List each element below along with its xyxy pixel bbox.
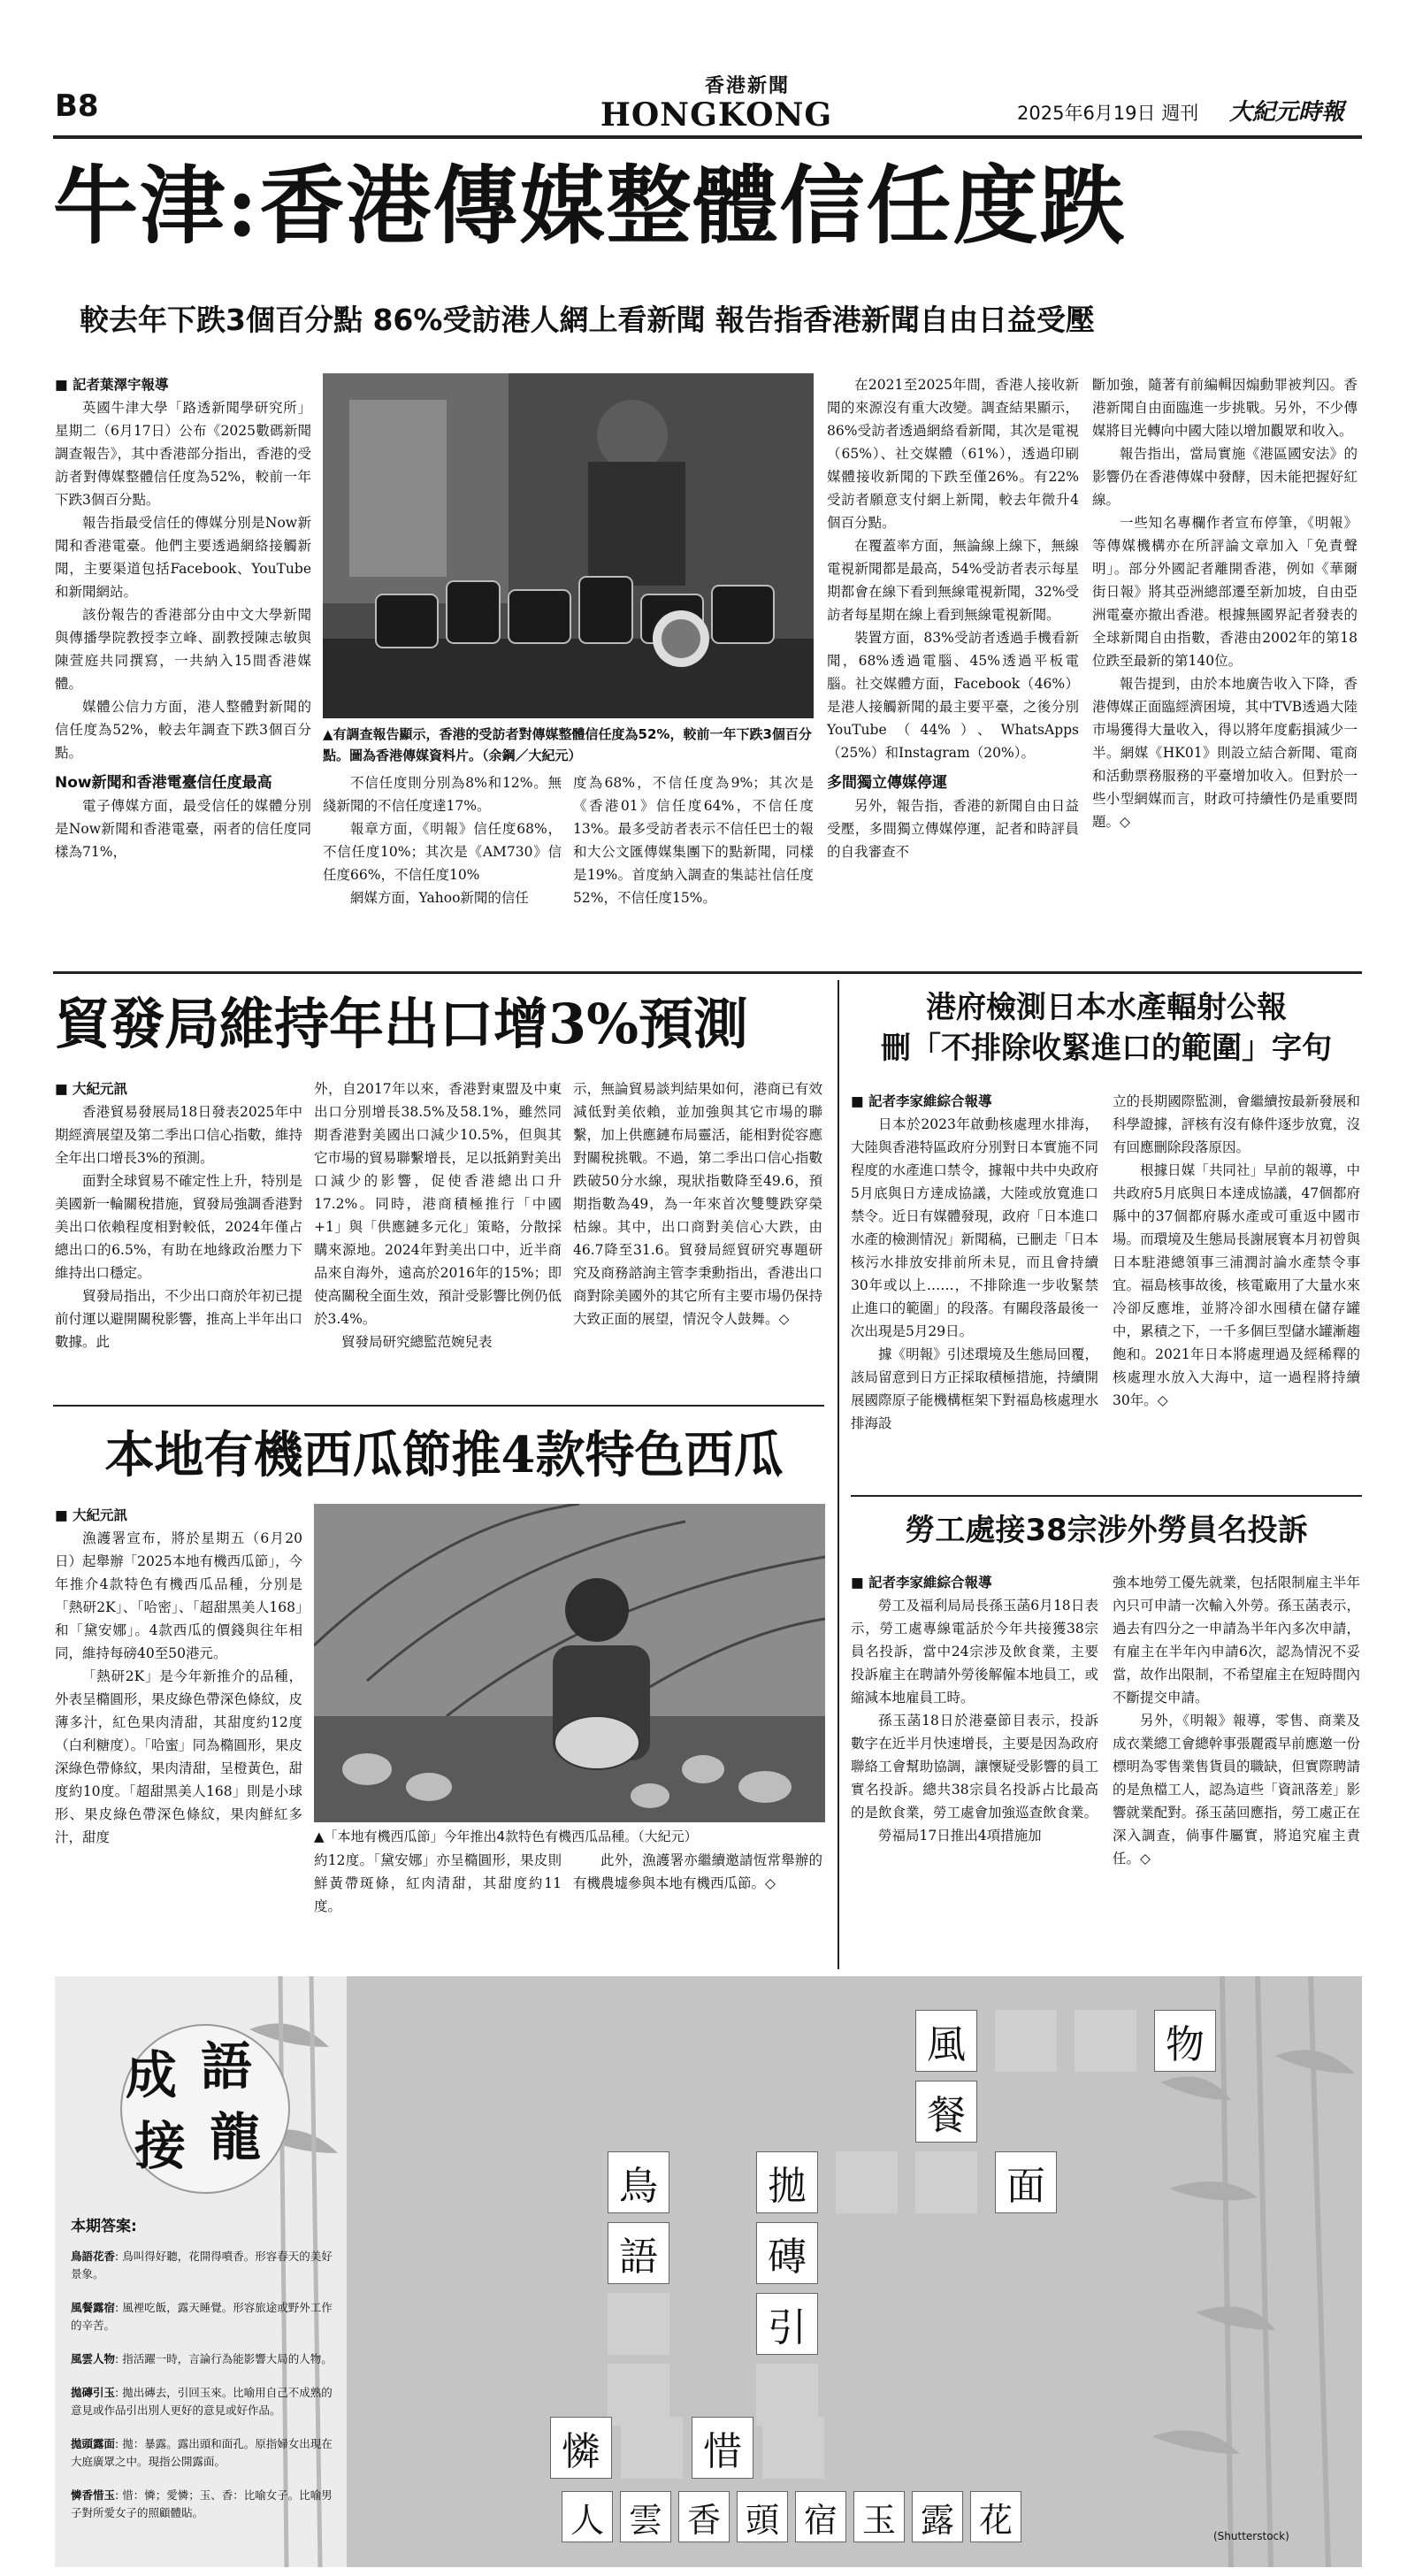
- choice-char[interactable]: 人: [562, 2491, 613, 2542]
- grid-cell: 面: [995, 2151, 1057, 2213]
- tdc-paragraph: 示，無論貿易談判結果如何，港商已有效減低對美依賴，並加強與其它市場的聯繫，加上供應鏈布局靈活，能相對從容應對關稅挑戰。不過，第二季出口信心指數跌破50分水線，現狀指數降至49.6，預期指數為49，為一年來首次雙雙跌穿榮枯線。其中，出口商對美信心大跌，由46.7降至31.6。貿發局經貿研究專題研究及商務諮詢主管李秉勳指出，香港出口商對除美國外的其它所有主要市場仍保持大致正面的展望，情況令人鼓舞。◇: [573, 1081, 822, 1327]
- melon-photo: [314, 1504, 825, 1822]
- answer-term: 風雲人物: [71, 2352, 116, 2365]
- tdc-paragraph: 貿發局指出，不少出口商於年初已提前付運以避開關稅影響，推高上半年出口數據。此: [55, 1288, 302, 1350]
- answer-term: 憐香惜玉: [71, 2488, 116, 2502]
- lead-paragraph: 電子傳媒方面，最受信任的媒體分別是Now新聞和香港電臺，兩者的信任度同樣為71%，: [55, 798, 311, 860]
- japan-paragraph: 根據日媒「共同社」早前的報導，中共政府5月底與日本達成協議，47個都府縣中的37個都府縣水產或可重返中國市場。而環境及生態局長謝展寰本月初曾與日本駐港總領事三浦潤討論水產禁令事宜。福島核事故後，核電廠用了大量水來冷卻反應堆，並將冷卻水囤積在儲存罐中，累積之下，一千多個巨型儲水罐漸趨飽和。2021年日本將處理過及經稀釋的核處理水放入大海中，這一過程將持續30年。◇: [1113, 1162, 1360, 1408]
- answer-desc: 拋：暴露。露出頭和面孔。原指婦女出現在大庭廣眾之中。現指公開露面。: [71, 2437, 333, 2468]
- lead-paragraph: 報告指出，當局實施《港區國安法》的影響仍在香港傳媒中發酵，因未能把握好紅線。: [1092, 446, 1358, 508]
- tdc-headline: 貿發局維持年出口增3%預測: [55, 992, 749, 1056]
- section-title-en: HONGKONG: [600, 96, 833, 134]
- japan-paragraph: 據《明報》引述環境及生態局回覆，該局留意到日方正採取積極措施，持續開展國際原子能機構框架下對福島核處理水排海設: [851, 1346, 1098, 1431]
- labour-paragraph: 強本地勞工優先就業，包括限制雇主半年內只可申請一次輸入外勞。孫玉菡表示，過去有四分之一申請為半年內多次申請，有雇主在半年內申請6次，認為情況不妥當，故作出限制，不希望雇主在短時間內不斷提交申請。: [1113, 1575, 1360, 1706]
- answer-desc: 風裡吃飯，露天睡覺。形容旅途或野外工作的辛苦。: [71, 2301, 333, 2332]
- idiom-answers: [71, 2213, 336, 2538]
- tdc-column-2: [314, 1077, 562, 1353]
- grid-blank-cell[interactable]: [762, 2417, 824, 2479]
- lead-paragraph: 報告提到，由於本地廣告收入下降，香港傳媒正面臨經濟困境，其中TVB透過大陸市場獲得大量收入，得以將年度虧損減少一半。網媒《HK01》則設立結合新聞、電商和活動票務服務的平臺增加收入。但對於一些小型網媒而言，財政可持續性仍是重要問題。◇: [1092, 676, 1358, 830]
- melon-paragraph: 漁護署宣布，將於星期五（6月20日）起舉辦「2025本地有機西瓜節」，今年推介4款特色有機西瓜品種，分別是「熱研2K」、「哈密」、「超甜黑美人168」和「黛安娜」。4款西瓜的價錢與往年相同，維持每磅40至50港元。: [55, 1530, 302, 1661]
- grid-cell: 餐: [915, 2081, 977, 2143]
- lead-paragraph: 一些知名專欄作者宣布停筆，《明報》等傳媒機構亦在所評論文章加入「免責聲明」。部分外國記者離開香港，例如《華爾街日報》將其亞洲總部遷至新加坡，自由亞洲電臺亦撤出香港。根據無國界記者發表的全球新聞自由指數，香港由2002年的第18位跌至最新的第140位。: [1092, 515, 1358, 669]
- lead-paragraph: 在覆蓋率方面，無論線上線下，無線電視新聞都是最高，54%受訪者表示每星期都會在線下看到無線電視新聞，32%受訪者每星期在線上看到無線電視新聞。: [827, 538, 1079, 623]
- grid-blank-cell[interactable]: [995, 2010, 1057, 2072]
- lead-photo-caption: ▲有調查報告顯示，香港的受訪者對傳媒整體信任度為52%，較前一年下跌3個百分點。圖為香港傳媒資料片。（余鋼／大紀元）: [323, 726, 812, 763]
- idiom-panel: [55, 1976, 1362, 2567]
- tdc-column-1: [55, 1077, 302, 1353]
- lead-paragraph: 另外，報告指，香港的新聞自由日益受壓，多間獨立傳媒停運，記者和時評員的自我審查不: [827, 798, 1079, 860]
- lead-paragraph: 報章方面，《明報》信任度68%，不信任度10%；其次是《AM730》信任度66%，不信任度10%: [323, 821, 562, 883]
- answer-item: 風雲人物: 指活躍一時，言論行為能影響大局的人物。: [71, 2352, 333, 2365]
- melon-column-1: [55, 1504, 302, 1849]
- image-credit: (Shutterstock): [1213, 2530, 1289, 2542]
- lead-subhead: 較去年下跌3個百分點 86%受訪港人網上看新聞 報告指香港新聞自由日益受壓: [80, 303, 1095, 337]
- choice-char[interactable]: 宿: [795, 2491, 846, 2542]
- lead-paragraph: 在2021至2025年間，香港人接收新聞的來源沒有重大改變。調查結果顯示，86%受訪者透過網絡看新聞，其次是電視（65%）、社交媒體（61%），透過印刷媒體接收新聞的下跌至僅26%。有22%受訪者願意支付網上新聞，較去年微升4個百分點。: [827, 377, 1079, 531]
- answer-term: 鳥語花香: [71, 2250, 116, 2263]
- melon-paragraph: 「熱研2K」是今年新推介的品種，外表呈橢圓形，果皮綠色帶深色條紋，皮薄多汁，紅色果肉清甜，其甜度約12度（白利糖度）。「哈蜜」同為橢圓形，果皮深綠色帶條紋，果肉清甜，呈橙黃色，甜度約10度。「超甜黑美人168」則是小球形、果皮綠色帶深色條紋，果肉鮮紅多汁，甜度: [55, 1668, 302, 1845]
- lead-paragraph: 斷加強，隨著有前編輯因煽動罪被判囚。香港新聞自由面臨進一步挑戰。另外，不少傳媒將目光轉向中國大陸以增加觀眾和收入。: [1092, 377, 1358, 439]
- choice-char[interactable]: 香: [678, 2491, 730, 2542]
- choice-char[interactable]: 玉: [853, 2491, 905, 2542]
- lead-subheading: 多間獨立傳媒停運: [827, 774, 947, 792]
- japan-column-1: [851, 1090, 1098, 1435]
- greenhouse-illustration: [314, 1504, 825, 1822]
- masthead-rule: [53, 135, 1362, 139]
- section-title: [584, 71, 849, 132]
- japan-headline-line1: 港府檢測日本水產輻射公報: [926, 990, 1287, 1025]
- labour-byline: ■ 記者李家維綜合報導: [851, 1571, 1098, 1594]
- lead-column-3: [573, 771, 814, 909]
- choice-char[interactable]: 雲: [620, 2491, 671, 2542]
- grid-cell: 磚: [756, 2222, 818, 2284]
- lead-byline: ■ 記者葉澤宇報導: [55, 373, 311, 396]
- choice-char[interactable]: 花: [970, 2491, 1021, 2542]
- melon-headline: 本地有機西瓜節推4款特色西瓜: [104, 1426, 784, 1484]
- lead-paragraph: 不信任度則分別為8%和12%。無綫新聞的不信任度達17%。: [323, 775, 562, 814]
- answer-term: 風餐露宿: [71, 2301, 116, 2314]
- answer-desc: 拋出磚去，引回玉來。比喻用自己不成熟的意見或作品引出別人更好的意見或好作品。: [71, 2386, 333, 2417]
- lead-paragraph: 媒體公信力方面，港人整體對新聞的信任度為52%，較去年調查下跌3個百分點。: [55, 699, 311, 761]
- japan-column-2: [1113, 1090, 1360, 1412]
- lead-paragraph: 該份報告的香港部分由中文大學新聞與傳播學院教授李立峰、副教授陳志敏與陳萱庭共同撰寫，一共納入15間香港媒體。: [55, 607, 311, 692]
- idiom-title: [126, 2025, 294, 2193]
- choice-char[interactable]: 露: [912, 2491, 963, 2542]
- tdc-paragraph: 香港貿易發展局18日發表2025年中期經濟展望及第二季出口信心指數，維持全年出口增長3%的預測。: [55, 1104, 302, 1166]
- lead-paragraph: 網媒方面，Yahoo新聞的信任: [350, 890, 529, 906]
- section-divider: [851, 1495, 1362, 1497]
- melon-column-2: [314, 1849, 562, 1918]
- grid-blank-cell[interactable]: [836, 2151, 898, 2213]
- lead-photo: [323, 373, 814, 718]
- choice-row: [562, 2491, 1110, 2542]
- grid-cell: 物: [1154, 2010, 1216, 2072]
- answer-item: 憐香惜玉: 惜：憐；愛憐；玉、香：比喻女子。比喻男子對所愛女子的照顧體貼。: [71, 2488, 333, 2519]
- grid-cell: 憐: [550, 2417, 612, 2479]
- lead-column-2: [323, 771, 562, 909]
- tdc-column-3: [573, 1077, 822, 1330]
- grid-cell: 語: [608, 2222, 669, 2284]
- labour-paragraph: 另外，《明報》報導，零售、商業及成衣業總工會總幹事張麗霞早前應邀一份標明為零售業售貨員的職缺，但實際聘請的是魚檔工人，認為這些「資訊落差」影響就業配對。孫玉菡回應指，勞工處正在深入調查，倘事件屬實，將追究雇主責任。◇: [1113, 1713, 1360, 1867]
- lead-paragraph: 度為68%，不信任度為9%；其次是《香港01》信任度64%，不信任度13%。最多受訪者表示不信任巴士的報和大公文匯傳媒集團下的點新聞，同樣是19%。首度納入調查的集誌社信任度52%，不信任度15%。: [573, 775, 814, 906]
- labour-headline: 勞工處接38宗涉外勞員名投訴: [905, 1513, 1308, 1548]
- vertical-divider: [838, 980, 839, 1969]
- grid-cell: 惜: [692, 2417, 753, 2479]
- melon-column-3: [573, 1849, 822, 1895]
- paper-name: 大紀元時報: [1229, 99, 1345, 126]
- melon-paragraph: 此外，漁護署亦繼續邀請恆常舉辦的有機農墟參與本地有機西瓜節。◇: [573, 1852, 822, 1891]
- japan-paragraph: 日本於2023年啟動核處理水排海，大陸與香港特區政府分別對日本實施不同程度的水產進口禁令，據報中共中央政府5月底與日方達成協議，大陸或放寬進口禁令。近日有媒體發現，政府「日本進口水產的檢測情況」新聞稿，已刪走「日本核污水排放安排前所未見，而且會持續30年或以上……，不排除進一步收緊禁止進口的範圍」的段落。有關段落最後一次出現是5月29日。: [851, 1116, 1098, 1339]
- labour-paragraph: 勞工及福利局局長孫玉菡6月18日表示，勞工處專線電話於今年共接獲38宗員名投訴，當中24宗涉及飲食業，主要投訴雇主在聘請外勞後解僱本地員工，或縮減本地雇員工時。: [851, 1598, 1098, 1706]
- section-title-cn: 香港新聞: [704, 75, 790, 97]
- lead-paragraph: 裝置方面，83%受訪者透過手機看新聞，68%透過電腦、45%透過平板電腦。社交媒體方面，Facebook（46%）是港人接觸新聞的最主要平臺，之後分別YouTube（44%）、WhatsApps（25%）和Instagram（20%）。: [827, 630, 1079, 761]
- labour-paragraph: 孫玉菡18日於港臺節目表示，投訴數字在近半月快速增長，主要是因為政府聯絡工會幫助協調，讓懷疑受影響的員工實名投訴。總共38宗員名投訴占比最高的是飲食業，勞工處會加強巡查飲食業。: [851, 1713, 1098, 1821]
- grid-cell: 風: [915, 2010, 977, 2072]
- lead-paragraph: 報告指最受信任的傳媒分別是Now新聞和香港電臺。他們主要透過網絡接觸新聞，主要渠道包括Facebook、YouTube和新聞網站。: [55, 515, 311, 600]
- answer-term: 拋頭露面: [71, 2437, 116, 2450]
- lead-paragraph: 英國牛津大學「路透新聞學研究所」星期二（6月17日）公布《2025數碼新聞調查報告》，其中香港部分指出，香港的受訪者對傳媒整體信任度為52%，較前一年下跌3個百分點。: [55, 400, 311, 508]
- labour-column-2: [1113, 1571, 1360, 1870]
- japan-headline-line2: 刪「不排除收緊進口的範圍」字句: [881, 1031, 1332, 1066]
- japan-headline: [851, 987, 1362, 1069]
- answer-item: 風餐露宿: 風裡吃飯，露天睡覺。形容旅途或野外工作的辛苦。: [71, 2301, 333, 2332]
- choice-char[interactable]: 頭: [737, 2491, 788, 2542]
- answer-item: 鳥語花香: 鳥叫得好聽，花開得噴香。形容春天的美好景象。: [71, 2250, 333, 2281]
- grid-blank-cell[interactable]: [621, 2417, 683, 2479]
- tdc-byline: ■ 大紀元訊: [55, 1077, 302, 1100]
- issue-date: 2025年6月19日 週刊: [1017, 103, 1199, 124]
- lead-column-1: [55, 373, 311, 863]
- tdc-paragraph: 外，自2017年以來，香港對東盟及中東出口分別增長38.5%及58.1%，雖然同期香港對美國出口減少10.5%，但與其它市場的貿易聯繫增長，足以抵銷對美出口減少的影響，促使香港總出口升17.2%。同時，港商積極推行「中國+1」與「供應鏈多元化」策略，分散採購來源地。2024年對美出口中，近半商品來自海外，遠高於2016年的15%；即使高關稅全面生效，預計受影響比例仍低於3.4%。: [314, 1081, 562, 1327]
- section-divider: [53, 1405, 824, 1407]
- page-number: B8: [55, 88, 99, 124]
- japan-paragraph: 立的長期國際監測，會繼續按最新發展和科學證據，評核有沒有條件逐步放寬，沒有回應刪除段落原因。: [1113, 1093, 1360, 1155]
- section-divider: [53, 971, 1362, 974]
- lead-column-5: [1092, 373, 1358, 833]
- answer-desc: 鳥叫得好聽，花開得噴香。形容春天的美好景象。: [71, 2250, 333, 2281]
- lead-headline: 牛津:香港傳媒整體信任度跌: [53, 156, 1127, 256]
- grid-cell: 拋: [756, 2151, 818, 2213]
- melon-byline: ■ 大紀元訊: [55, 1504, 302, 1527]
- answer-item: 拋頭露面: 拋：暴露。露出頭和面孔。原指婦女出現在大庭廣眾之中。現指公開露面。: [71, 2437, 333, 2468]
- answer-desc: 惜：憐；愛憐；玉、香：比喻女子。比喻男子對所愛女子的照顧體貼。: [71, 2488, 333, 2519]
- grid-cell: 引: [756, 2293, 818, 2355]
- melon-photo-caption: ▲「本地有機西瓜節」今年推出4款特色有機西瓜品種。（大紀元）: [314, 1828, 698, 1844]
- melon-paragraph: 約12度。「黛安娜」亦呈橢圓形，果皮則鮮黃帶斑條，紅肉清甜，其甜度約11度。: [314, 1852, 562, 1914]
- lead-subheading: Now新聞和香港電臺信任度最高: [55, 774, 272, 792]
- grid-blank-cell[interactable]: [1075, 2010, 1136, 2072]
- idiom-title-char: 語: [201, 2036, 253, 2097]
- lead-column-4: [827, 373, 1079, 863]
- labour-column-1: [851, 1571, 1098, 1847]
- idiom-title-char: 成: [126, 2045, 178, 2105]
- grid-blank-cell[interactable]: [915, 2151, 977, 2213]
- answer-item: 拋磚引玉: 拋出磚去，引回玉來。比喻用自己不成熟的意見或作品引出別人更好的意見或好作品。: [71, 2386, 333, 2417]
- tdc-paragraph: 貿發局研究總監范婉兒表: [341, 1334, 493, 1350]
- grid-cell: 鳥: [608, 2151, 669, 2213]
- labour-paragraph: 勞福局17日推出4項措施加: [878, 1828, 1042, 1844]
- idiom-title-char: 接: [134, 2116, 187, 2176]
- grid-blank-cell[interactable]: [608, 2293, 669, 2355]
- answers-title: 本期答案:: [71, 2218, 137, 2235]
- tdc-paragraph: 面對全球貿易不確定性上升，特別是美國新一輪關稅措施，貿發局強調香港對美出口依賴程度相對較低，2024年僅占總出口的6.5%，有助在地緣政治壓力下維持出口穩定。: [55, 1173, 302, 1281]
- idiom-title-char: 龍: [210, 2107, 262, 2167]
- answer-term: 拋磚引玉: [71, 2386, 116, 2399]
- answer-desc: 指活躍一時，言論行為能影響大局的人物。: [122, 2352, 333, 2365]
- japan-byline: ■ 記者李家維綜合報導: [851, 1090, 1098, 1113]
- microphones-illustration: [323, 373, 814, 718]
